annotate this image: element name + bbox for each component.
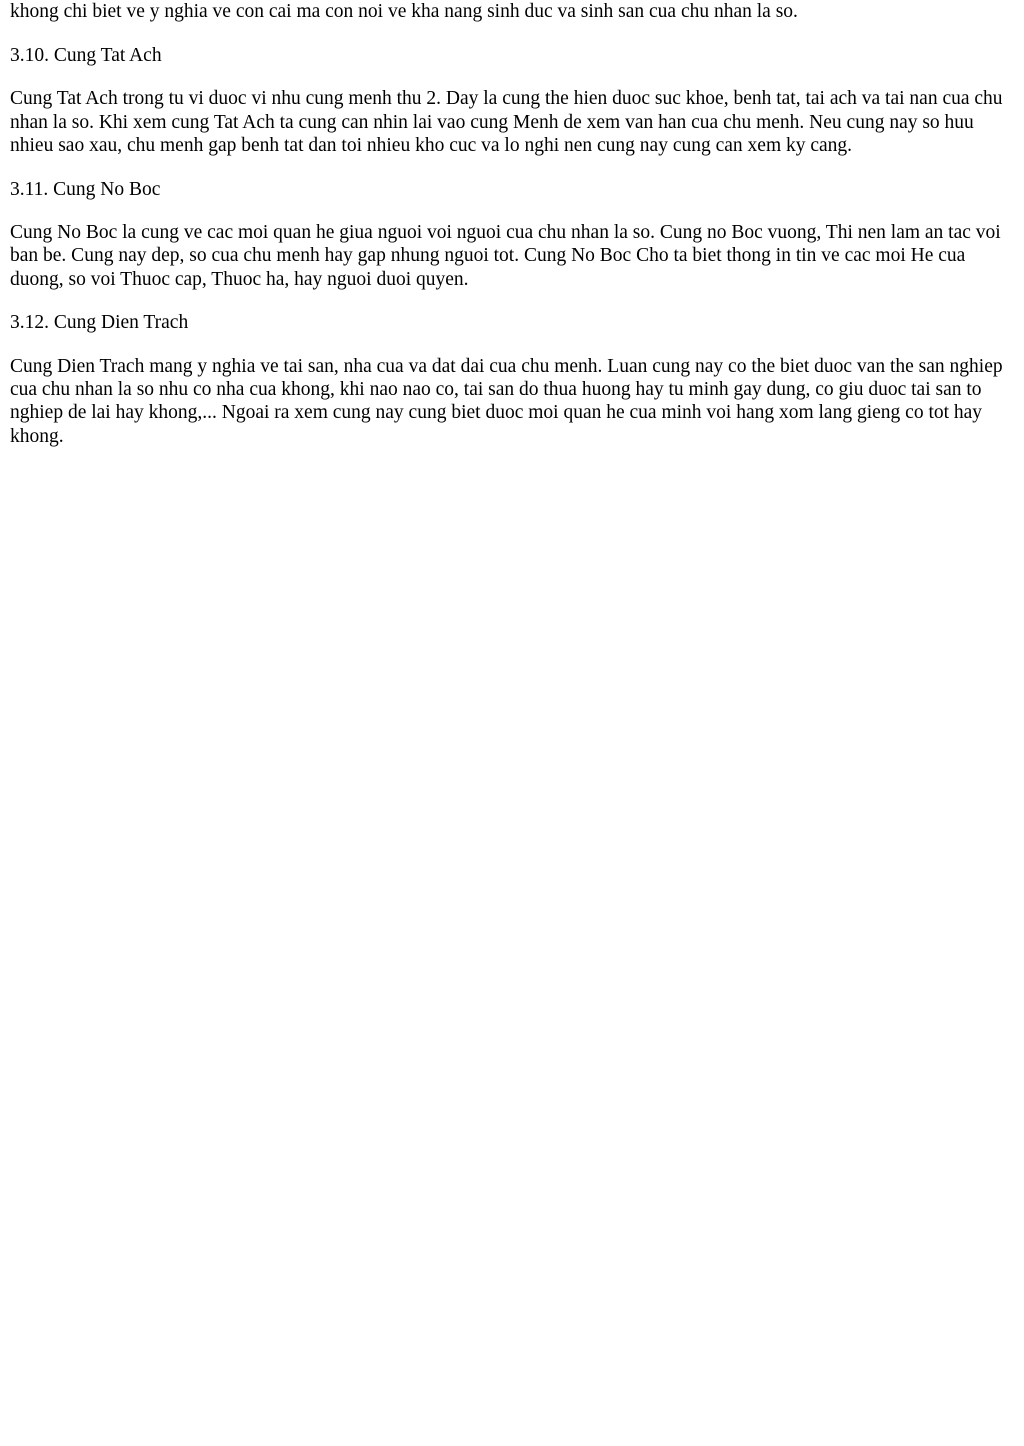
document-page bbox=[10, 0, 1014, 448]
section-body-no-boc: Cung No Boc la cung ve cac moi quan he giua nguoi voi nguoi cua chu nhan la so. Cung no Boc vuong, Thi nen lam an tac voi ban be. Cung nay dep, so cua chu menh hay gap nhung nguoi tot. Cung No Boc Cho ta biet thong in tin ve cac moi He cua duong, so voi Thuoc cap, Thuoc ha, hay nguoi duoi quyen. bbox=[10, 222, 1001, 290]
section-body-dien-trach: Cung Dien Trach mang y nghia ve tai san, nha cua va dat dai cua chu menh. Luan cung nay co the biet duoc van the san nghiep cua chu nhan la so nhu co nha cua khong, khi nao nao co, tai san do thua huong hay tu minh gay dung, co giu duoc tai san to nghiep de lai hay khong,... Ngoai ra xem cung nay cung biet duoc moi quan he cua minh voi hang xom lang gieng co tot hay khong. bbox=[10, 356, 1003, 447]
section-heading-dien-trach: 3.12. Cung Dien Trach bbox=[10, 312, 189, 334]
section-heading-no-boc: 3.11. Cung No Boc bbox=[10, 178, 161, 200]
section-heading-tat-ach: 3.10. Cung Tat Ach bbox=[10, 44, 162, 66]
intro-paragraph-tail: khong chi biet ve y nghia ve con cai ma con noi ve kha nang sinh duc va sinh san cua chu nhan la so. bbox=[10, 1, 798, 22]
section-body-tat-ach: Cung Tat Ach trong tu vi duoc vi nhu cung menh thu 2. Day la cung the hien duoc suc khoe, benh tat, tai ach va tai nan cua chu nhan la so. Khi xem cung Tat Ach ta cung can nhin lai vao cung Menh de xem van han cua chu menh. Neu cung nay so huu nhieu sao xau, chu menh gap benh tat dan toi nhieu kho cuc va lo nghi nen cung nay cung can xem ky cang. bbox=[10, 88, 1003, 156]
